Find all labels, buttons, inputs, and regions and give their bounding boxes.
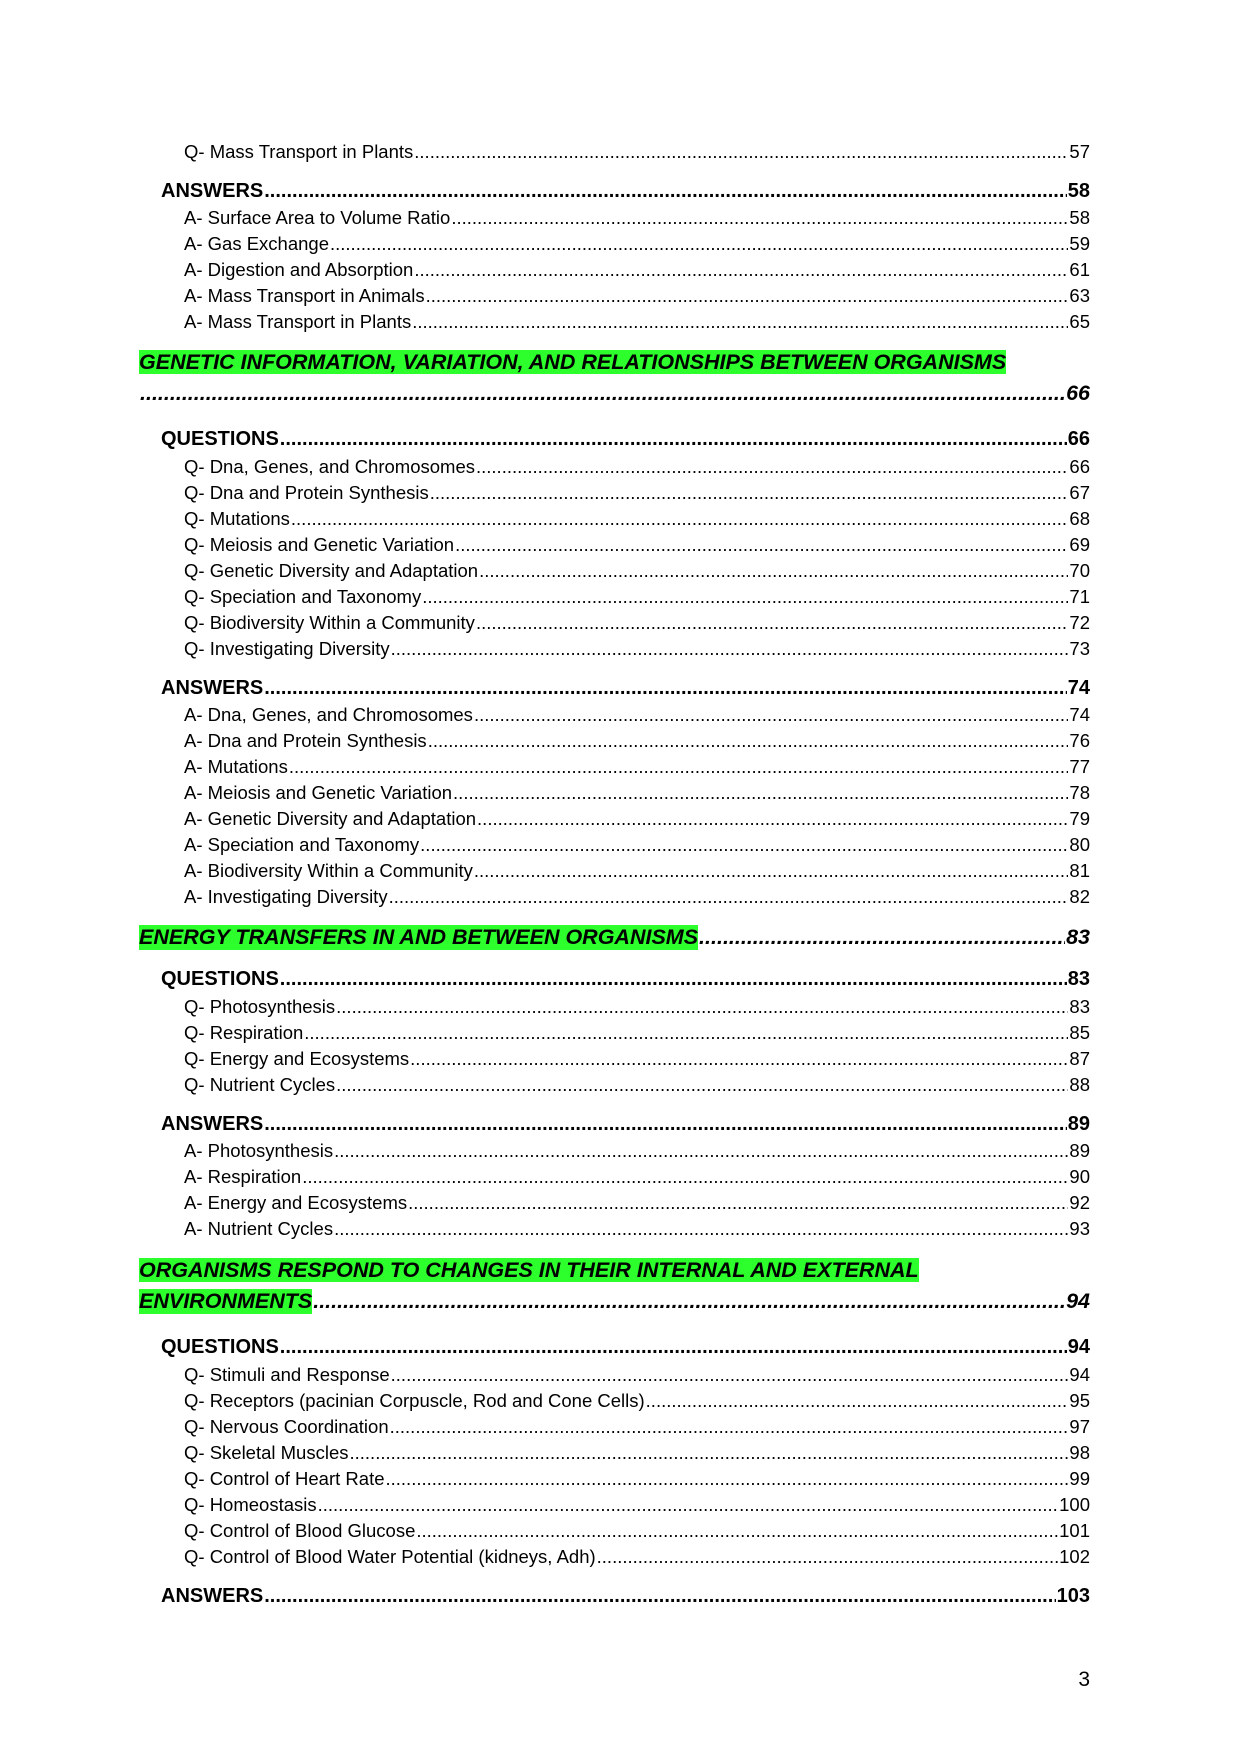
- toc-entry[interactable]: [184, 1494, 1090, 1518]
- dot-leader: [474, 704, 1068, 726]
- entry-title: QUESTIONS: [161, 968, 279, 990]
- entry-page-number: 76: [1069, 730, 1090, 751]
- dot-leader: [408, 1192, 1068, 1214]
- toc-entry[interactable]: [184, 207, 1090, 231]
- entry-title: A- Gas Exchange: [184, 233, 329, 254]
- toc-entry[interactable]: [184, 534, 1090, 558]
- dot-leader: [302, 1166, 1068, 1188]
- toc-entry[interactable]: [184, 1218, 1090, 1242]
- page-number: 3: [1078, 1668, 1090, 1691]
- toc-entry[interactable]: [184, 1140, 1090, 1164]
- toc-entry[interactable]: [184, 311, 1090, 335]
- entry-page-number: 67: [1069, 482, 1090, 503]
- toc-entry[interactable]: [184, 1416, 1090, 1440]
- toc-entry[interactable]: [184, 1390, 1090, 1414]
- dot-leader: [414, 141, 1068, 163]
- dot-leader: [389, 886, 1069, 908]
- entry-title: A- Mutations: [184, 756, 288, 777]
- dot-leader: [304, 1022, 1068, 1044]
- entry-page-number: 81: [1069, 860, 1090, 881]
- dot-leader: [280, 428, 1067, 451]
- entry-title: QUESTIONS: [161, 1336, 279, 1358]
- dot-leader: [426, 285, 1069, 307]
- entry-title: Q- Control of Blood Water Potential (kidneys, Adh): [184, 1546, 596, 1567]
- entry-page-number: 101: [1059, 1520, 1090, 1541]
- toc-entry[interactable]: [184, 638, 1090, 662]
- toc-section[interactable]: [161, 968, 1090, 994]
- dot-leader: [264, 180, 1067, 203]
- toc-chapter[interactable]: [139, 1289, 1090, 1317]
- entry-title: A- Speciation and Taxonomy: [184, 834, 420, 855]
- dot-leader: [289, 756, 1069, 778]
- entry-title: ENERGY TRANSFERS IN AND BETWEEN ORGANISMS: [139, 925, 699, 949]
- toc-entry[interactable]: [184, 141, 1090, 165]
- toc-entry[interactable]: [184, 1468, 1090, 1492]
- dot-leader: [318, 1494, 1059, 1516]
- dot-leader: [391, 638, 1069, 660]
- entry-page-number: 83: [1069, 996, 1090, 1017]
- entry-page-number: 57: [1069, 141, 1090, 162]
- dot-leader: [474, 860, 1069, 882]
- entry-page-number: 77: [1069, 756, 1090, 777]
- toc-entry[interactable]: [184, 756, 1090, 780]
- entry-page-number: 78: [1069, 782, 1090, 803]
- entry-page-number: 88: [1069, 1074, 1090, 1095]
- entry-title: Q- Mutations: [184, 508, 290, 529]
- entry-page-number: 72: [1069, 612, 1090, 633]
- entry-page-number: 74: [1069, 704, 1090, 725]
- dot-leader: [313, 1289, 1065, 1314]
- entry-title: Q- Genetic Diversity and Adaptation: [184, 560, 479, 581]
- toc-entry[interactable]: [184, 508, 1090, 532]
- entry-page-number: 87: [1069, 1048, 1090, 1069]
- dot-leader: [264, 677, 1067, 700]
- dot-leader: [391, 1364, 1069, 1386]
- entry-page-number: 93: [1069, 1218, 1090, 1239]
- dot-leader: [330, 233, 1068, 255]
- entry-page-number: 83: [1066, 925, 1090, 949]
- toc-entry[interactable]: [184, 1520, 1090, 1544]
- entry-title: A- Surface Area to Volume Ratio: [184, 207, 451, 228]
- entry-page-number: 90: [1069, 1166, 1090, 1187]
- entry-title: Q- Control of Heart Rate: [184, 1468, 385, 1489]
- entry-title: ANSWERS: [161, 1113, 264, 1135]
- entry-title: ANSWERS: [161, 1585, 264, 1607]
- entry-page-number: 66: [1067, 428, 1090, 450]
- entry-title: A- Genetic Diversity and Adaptation: [184, 808, 477, 829]
- entry-page-number: 73: [1069, 638, 1090, 659]
- entry-page-number: 66: [1069, 456, 1090, 477]
- toc-section[interactable]: [161, 1113, 1090, 1139]
- entry-page-number: 89: [1069, 1140, 1090, 1161]
- toc-entry[interactable]: [184, 730, 1090, 754]
- entry-page-number: 98: [1069, 1442, 1090, 1463]
- entry-page-number: 58: [1067, 180, 1090, 202]
- toc-section[interactable]: [161, 428, 1090, 454]
- dot-leader: [264, 1585, 1055, 1608]
- entry-page-number: 66: [1066, 381, 1090, 405]
- dot-leader: [422, 586, 1068, 608]
- entry-title: QUESTIONS: [161, 428, 279, 450]
- entry-title: Q- Nutrient Cycles: [184, 1074, 336, 1095]
- dot-leader: [410, 1048, 1068, 1070]
- dot-leader: [280, 1336, 1067, 1359]
- entry-page-number: 94: [1069, 1364, 1090, 1385]
- toc-entry[interactable]: [184, 996, 1090, 1020]
- entry-page-number: 97: [1069, 1416, 1090, 1437]
- dot-leader: [646, 1390, 1069, 1412]
- entry-title: Q- Control of Blood Glucose: [184, 1520, 416, 1541]
- entry-title: Q- Meiosis and Genetic Variation: [184, 534, 455, 555]
- entry-page-number: 80: [1069, 834, 1090, 855]
- chapter-title: GENETIC INFORMATION, VARIATION, AND RELATIONSHIPS BETWEEN ORGANISMS: [139, 350, 1007, 374]
- toc-chapter[interactable]: [139, 925, 1090, 953]
- dot-leader: [280, 968, 1067, 991]
- dot-leader: [291, 508, 1069, 530]
- entry-page-number: 94: [1067, 1336, 1090, 1358]
- entry-page-number: 94: [1066, 1289, 1090, 1313]
- toc-section[interactable]: [161, 180, 1090, 206]
- entry-title: A- Dna, Genes, and Chromosomes: [184, 704, 473, 725]
- dot-leader: [390, 1416, 1069, 1438]
- toc-entry[interactable]: [184, 808, 1090, 832]
- toc-entry[interactable]: [184, 782, 1090, 806]
- dot-leader: [350, 1442, 1069, 1464]
- toc-entry[interactable]: [184, 1022, 1090, 1046]
- dot-leader: [699, 925, 1065, 950]
- toc-entry[interactable]: [184, 586, 1090, 610]
- entry-title: A- Photosynthesis: [184, 1140, 334, 1161]
- entry-page-number: 95: [1069, 1390, 1090, 1411]
- chapter-heading-line: [139, 350, 1006, 375]
- dot-leader: [386, 1468, 1069, 1490]
- entry-page-number: 92: [1069, 1192, 1090, 1213]
- toc-entry[interactable]: [184, 704, 1090, 728]
- entry-title: A- Meiosis and Genetic Variation: [184, 782, 453, 803]
- entry-title: A- Biodiversity Within a Community: [184, 860, 473, 881]
- toc-entry[interactable]: [184, 259, 1090, 283]
- dot-leader: [479, 560, 1068, 582]
- toc-chapter[interactable]: [139, 381, 1090, 409]
- toc-entry[interactable]: [184, 1192, 1090, 1216]
- dot-leader: [476, 456, 1068, 478]
- toc-entry[interactable]: [184, 482, 1090, 506]
- dot-leader: [412, 311, 1068, 333]
- chapter-heading-line: [139, 1258, 919, 1283]
- entry-title: A- Dna and Protein Synthesis: [184, 730, 427, 751]
- dot-leader: [416, 1520, 1058, 1542]
- toc-entry[interactable]: [184, 1364, 1090, 1388]
- entry-title: Q- Skeletal Muscles: [184, 1442, 349, 1463]
- dot-leader: [334, 1140, 1068, 1162]
- entry-page-number: 102: [1059, 1546, 1090, 1567]
- entry-title: Q- Dna, Genes, and Chromosomes: [184, 456, 475, 477]
- entry-title: A- Investigating Diversity: [184, 886, 388, 907]
- entry-page-number: 100: [1059, 1494, 1090, 1515]
- toc-entry[interactable]: [184, 456, 1090, 480]
- toc-entry[interactable]: [184, 1546, 1090, 1570]
- entry-title: ENVIRONMENTS: [139, 1289, 313, 1313]
- toc-entry[interactable]: [184, 1048, 1090, 1072]
- entry-title: Q- Investigating Diversity: [184, 638, 390, 659]
- dot-leader: [476, 612, 1068, 634]
- entry-page-number: 59: [1069, 233, 1090, 254]
- entry-title: A- Nutrient Cycles: [184, 1218, 334, 1239]
- entry-title: A- Respiration: [184, 1166, 302, 1187]
- toc-section[interactable]: [161, 1585, 1090, 1611]
- toc-entry[interactable]: [184, 285, 1090, 309]
- dot-leader: [455, 534, 1068, 556]
- dot-leader: [430, 482, 1069, 504]
- dot-leader: [451, 207, 1068, 229]
- entry-title: Q- Energy and Ecosystems: [184, 1048, 410, 1069]
- dot-leader: [264, 1113, 1067, 1136]
- entry-title: Q- Speciation and Taxonomy: [184, 586, 422, 607]
- dot-leader: [453, 782, 1068, 804]
- entry-page-number: 63: [1069, 285, 1090, 306]
- dot-leader: [477, 808, 1068, 830]
- entry-page-number: 79: [1069, 808, 1090, 829]
- entry-title: Q- Stimuli and Response: [184, 1364, 390, 1385]
- entry-title: A- Mass Transport in Plants: [184, 311, 412, 332]
- toc-entry[interactable]: [184, 612, 1090, 636]
- toc-entry[interactable]: [184, 560, 1090, 584]
- entry-page-number: 99: [1069, 1468, 1090, 1489]
- dot-leader: [420, 834, 1068, 856]
- entry-title: Q- Homeostasis: [184, 1494, 317, 1515]
- dot-leader: [428, 730, 1069, 752]
- entry-title: ANSWERS: [161, 677, 264, 699]
- toc-entry[interactable]: [184, 886, 1090, 910]
- toc-entry[interactable]: [184, 233, 1090, 257]
- entry-page-number: 85: [1069, 1022, 1090, 1043]
- entry-page-number: 82: [1069, 886, 1090, 907]
- entry-title: Q- Dna and Protein Synthesis: [184, 482, 429, 503]
- entry-title: Q- Nervous Coordination: [184, 1416, 389, 1437]
- entry-title: A- Digestion and Absorption: [184, 259, 414, 280]
- entry-title: Q- Photosynthesis: [184, 996, 336, 1017]
- entry-page-number: 74: [1067, 677, 1090, 699]
- dot-leader: [597, 1546, 1058, 1568]
- entry-title: Q- Receptors (pacinian Corpuscle, Rod and Cone Cells): [184, 1390, 645, 1411]
- entry-page-number: 71: [1069, 586, 1090, 607]
- toc-entry[interactable]: [184, 1166, 1090, 1190]
- chapter-title: ORGANISMS RESPOND TO CHANGES IN THEIR INTERNAL AND EXTERNAL: [139, 1258, 919, 1282]
- entry-page-number: 89: [1067, 1113, 1090, 1135]
- dot-leader: [140, 381, 1065, 406]
- entry-page-number: 65: [1069, 311, 1090, 332]
- toc-section[interactable]: [161, 1336, 1090, 1362]
- entry-page-number: 69: [1069, 534, 1090, 555]
- entry-title: Q- Mass Transport in Plants: [184, 141, 414, 162]
- entry-title: A- Mass Transport in Animals: [184, 285, 425, 306]
- dot-leader: [414, 259, 1068, 281]
- entry-title: Q- Respiration: [184, 1022, 304, 1043]
- dot-leader: [334, 1218, 1068, 1240]
- toc-section[interactable]: [161, 677, 1090, 703]
- entry-title: Q- Biodiversity Within a Community: [184, 612, 475, 633]
- entry-page-number: 61: [1069, 259, 1090, 280]
- dot-leader: [336, 1074, 1068, 1096]
- toc-entry[interactable]: [184, 834, 1090, 858]
- toc-entry[interactable]: [184, 1442, 1090, 1466]
- entry-page-number: 58: [1069, 207, 1090, 228]
- toc-entry[interactable]: [184, 860, 1090, 884]
- entry-title: ANSWERS: [161, 180, 264, 202]
- entry-page-number: 103: [1056, 1585, 1090, 1607]
- toc-entry[interactable]: [184, 1074, 1090, 1098]
- dot-leader: [336, 996, 1068, 1018]
- entry-title: A- Energy and Ecosystems: [184, 1192, 408, 1213]
- entry-page-number: 70: [1069, 560, 1090, 581]
- entry-page-number: 83: [1067, 968, 1090, 990]
- entry-page-number: 68: [1069, 508, 1090, 529]
